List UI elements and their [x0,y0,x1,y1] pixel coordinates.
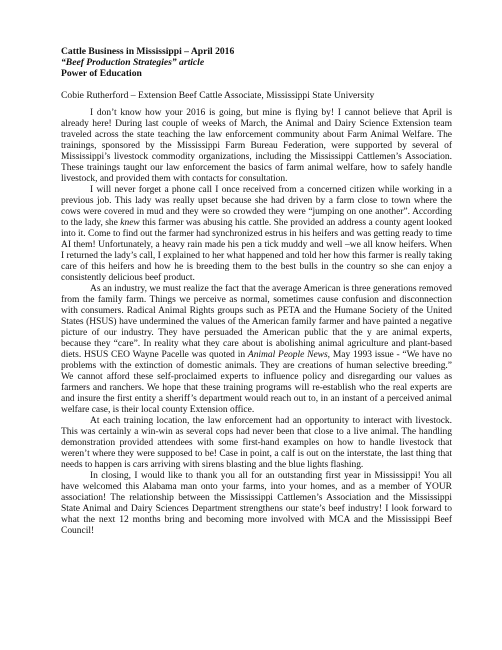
paragraph-3-emphasis: Animal People News [247,349,328,360]
paragraph-2-text-before: I will never forget a phone call I once received from a concerned citizen while working in a previous job. This lady was really upset because she had driven by a farm close to town where the cows were covered in mud and they were so crowded they were “jumping on one another”. According to the lady, she [61,184,452,228]
paragraph-4: At each training location, the law enforcement had an opportunity to interact with livestock. This was certainly a win-win as several cops had never been that close to a live animal. The handling demonstration provided attendees with some first-hand examples on how to handle livestock that weren’t where they were supposed to be! Case in point, a calf is out on the interstate, the last thing that needs to happen is cars arriving with sirens blasting and the blue lights flashing. [61,415,452,470]
paragraph-3 [61,284,452,416]
paragraph-5: In closing, I would like to thank you all for an outstanding first year in Mississippi! You all have welcomed this Alabama man onto your farms, into your homes, and as a member of YOUR association! The relationship between the Mississippi Cattlemen’s Association and the Mississippi State Animal and Dairy Sciences Department strengthens our state’s beef industry! I look forward to what the next 12 months bring and becoming more involved with MCA and the Mississippi Beef Council! [61,470,452,536]
paragraph-2-text-after: this farmer was abusing his cattle. She provided an address a county agent looked into it. Come to find out the farmer had synchronized estrus in his heifers and was getting ready to time AI them! Unfortunately, a heavy rain made his pen a tick muddy and well –we all know heifers. When I returned the lady’s call, I explained to her what happened and told her how this farmer is really taking care of this heifers and how he is breeding them to the best bulls in the country so she can enjoy a consistently delicious beef product. [61,217,453,283]
newsletter-title: Cattle Business in Mississippi – April 2016 [61,46,235,57]
paragraph-3-text-after: , May 1993 issue - “We have no problems with the extinction of domestic animals. They are creations of human selective breeding.” We cannot afford these self-proclaimed experts to influence policy and disregarding our values as farmers and ranchers. We hope that these training programs will re-establish who the real experts are and insure the first entity a sheriff’s department would reach out to, in an instant of a perceived animal welfare case, is their local county Extension office. [61,349,452,415]
article-title: Power of Education [61,68,142,80]
paragraph-1: I don’t know how your 2016 is going, but mine is flying by! I cannot believe that April is already here! During last couple of weeks of March, the Animal and Dairy Science Extension team traveled across the state teaching the law enforcement community about Farm Animal Welfare. The trainings, sponsored by the Mississippi Farm Bureau Federation, were supported by several of Mississippi’s livestock commodity organizations, including the Mississippi Cattlemen’s Association. These trainings taught our law enforcement the basics of farm animal welfare, how to safely handle livestock, and provided them with contacts for consultation. [61,107,452,184]
paragraph-3-text-before: As an industry, we must realize the fact that the average American is three generations removed from the family farm. Things we perceive as normal, sometimes cause confusion and disconnection with consumers. Radical Animal Rights groups such as PETA and the Humane Society of the United States (HSUS) have undermined the values of the American family farmer and have painted a negative picture of our industry. They have persuaded the American public that the y are animal experts, because they “care”. In reality what they care about is abolishing animal agriculture and plant-based diets. HSUS CEO Wayne Pacelle was quoted in [61,283,452,360]
paragraph-2 [61,185,452,284]
article-body [61,108,452,537]
paragraph-2-emphasis: knew [120,217,140,228]
article-column-name: “Beef Production Strategies” article [61,57,205,69]
document-header [61,46,452,80]
author-byline: Cobie Rutherford – Extension Beef Cattle Associate, Mississippi State University [61,89,375,101]
